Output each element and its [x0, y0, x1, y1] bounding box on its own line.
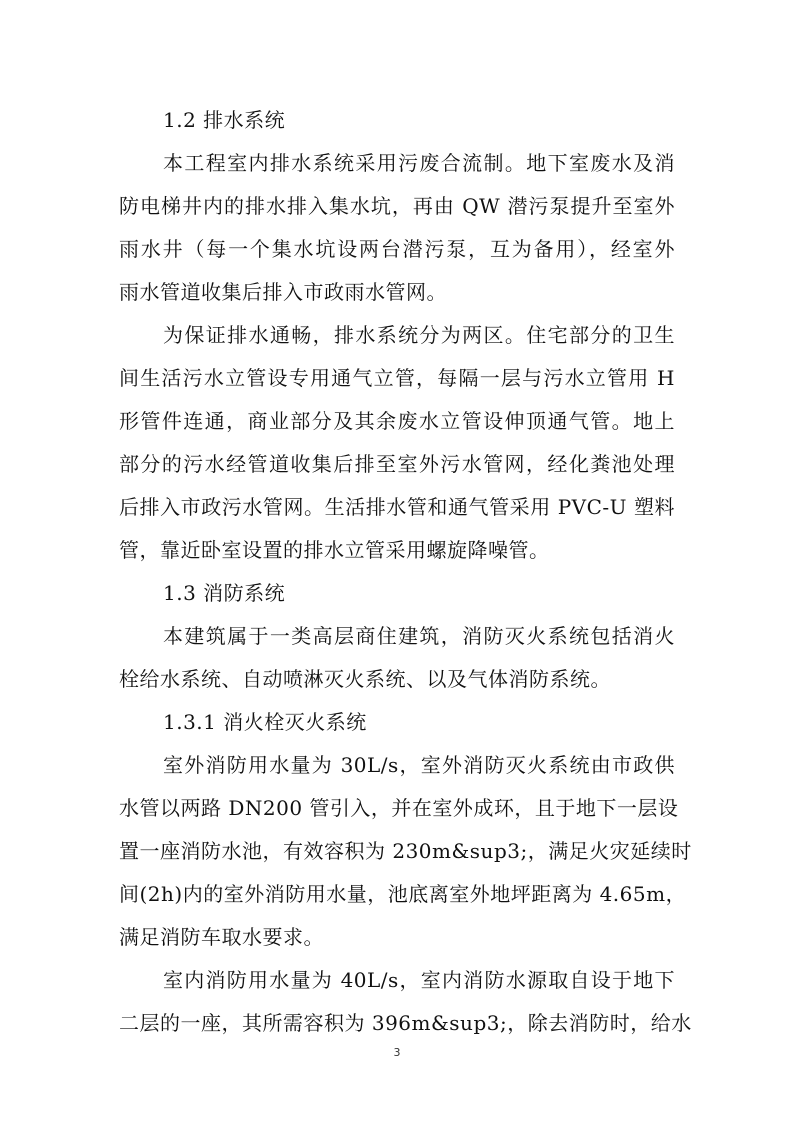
- para-zones-line-2: 间生活污水立管设专用通气立管，每隔一层与污水立管用 H: [119, 366, 675, 390]
- para-drainage-line-2: 防电梯井内的排水排入集水坑，再由 QW 潜污泵提升至室外: [119, 194, 675, 218]
- para-zones-line-6: 管，靠近卧室设置的排水立管采用螺旋降噪管。: [119, 538, 550, 562]
- para-zones-line-4: 部分的污水经管道收集后排至室外污水管网，经化粪池处理: [119, 452, 675, 476]
- para-indoor-line-1: 室内消防用水量为 40L/s，室内消防水源取自设于地下: [163, 968, 675, 992]
- para-outdoor-line-3: 置一座消防水池，有效容积为 230m&sup3;，满足火灾延续时: [119, 839, 692, 863]
- para-drainage-line-3: 雨水井（每一个集水坑设两台潜污泵，互为备用），经室外: [119, 237, 675, 261]
- para-outdoor-line-1: 室外消防用水量为 30L/s，室外消防灭火系统由市政供: [163, 753, 675, 777]
- para-zones-line-1: 为保证排水通畅，排水系统分为两区。住宅部分的卫生: [163, 323, 675, 347]
- heading-1-2: 1.2 排水系统: [163, 108, 286, 132]
- para-drainage-line-1: 本工程室内排水系统采用污废合流制。地下室废水及消: [163, 151, 675, 175]
- para-indoor-line-2: 二层的一座，其所需容积为 396m&sup3;，除去消防时，给水: [119, 1011, 692, 1035]
- heading-1-3: 1.3 消防系统: [163, 581, 286, 605]
- para-zones-line-5: 后排入市政污水管网。生活排水管和通气管采用 PVC-U 塑料: [119, 495, 675, 519]
- para-outdoor-line-5: 满足消防车取水要求。: [119, 925, 324, 949]
- page-number: 3: [393, 1046, 401, 1059]
- para-fire-line-2: 栓给水系统、自动喷淋灭火系统、以及气体消防系统。: [119, 667, 611, 691]
- para-fire-line-1: 本建筑属于一类高层商住建筑，消防灭火系统包括消火: [163, 624, 675, 648]
- para-outdoor-line-2: 水管以两路 DN200 管引入，并在室外成环，且于地下一层设: [119, 796, 679, 820]
- para-zones-line-3: 形管件连通，商业部分及其余废水立管设伸顶通气管。地上: [119, 409, 675, 433]
- heading-1-3-1: 1.3.1 消火栓灭火系统: [163, 710, 367, 734]
- para-outdoor-line-4: 间(2h)内的室外消防用水量，池底离室外地坪距离为 4.65m，: [119, 882, 687, 906]
- para-drainage-line-4: 雨水管道收集后排入市政雨水管网。: [119, 280, 447, 304]
